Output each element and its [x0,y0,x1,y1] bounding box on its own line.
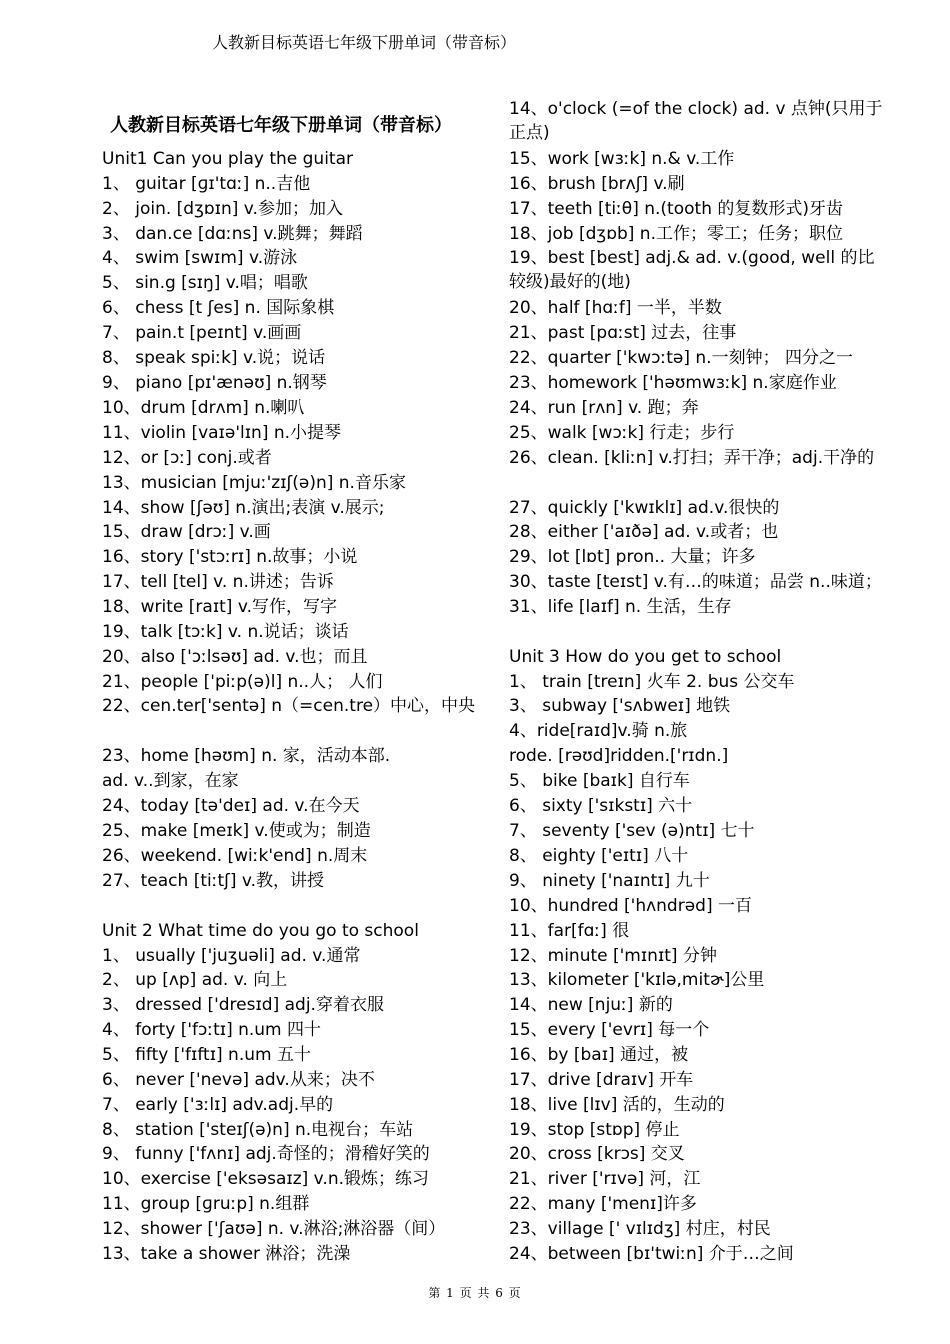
vocab-entry: 5、 bike [baɪk] 自行车 [509,771,690,791]
vocab-entry: 21、river ['rɪvə] 河，江 [509,1169,701,1189]
vocab-entry: 19、talk [tɔːk] v. n.说话；谈话 [102,622,349,642]
vocab-entry: 10、drum [drʌm] n.喇叭 [102,398,305,418]
vocab-entry: 19、best [best] adj.& ad. v.(good, well 的比较级)最好的(地) [509,248,875,292]
vocab-entry: 27、quickly ['kwɪklɪ] ad.v.很快的 [509,498,780,518]
vocab-entry: 12、shower ['ʃaʊə] n. v.淋浴;淋浴器（间） [102,1219,446,1239]
vocab-entry: 17、teeth [tiːθ] n.(tooth 的复数形式)牙齿 [509,199,843,219]
vocab-entry: 15、draw [drɔː] v.画 [102,522,271,542]
vocab-entry: 1、 guitar [ɡɪ'tɑː] n..吉他 [102,174,311,194]
vocab-entry: 22、cen.ter['sentə] n（=cen.tre）中心，中央 [102,696,476,716]
vocab-entry: 8、 speak spiːk] v.说；说话 [102,348,326,368]
unit-heading: Unit1 Can you play the guitar [102,149,353,169]
vocab-entry: 17、drive [draɪv] 开车 [509,1070,694,1090]
vocab-entry: 10、exercise ['eksəsaɪz] v.n.锻炼；练习 [102,1169,429,1189]
vocab-entry: 12、minute ['mɪnɪt] 分钟 [509,946,717,966]
vocab-entry: 2、 up [ʌp] ad. v. 向上 [102,970,288,990]
vocab-entry: 14、new [njuː] 新的 [509,995,673,1015]
vocab-entry: 5、 sin.g [sɪŋ] v.唱；唱歌 [102,273,308,293]
vocab-entry: 9、 funny ['fʌnɪ] adj.奇怪的；滑稽好笑的 [102,1144,430,1164]
vocab-entry: 7、 pain.t [peɪnt] v.画画 [102,323,302,343]
vocab-entry: 20、also ['ɔːlsəʊ] ad. v.也；而且 [102,647,368,667]
vocab-entry: 19、stop [stɒp] 停止 [509,1120,680,1140]
vocab-entry: 3、 dan.ce [dɑːns] v.跳舞；舞蹈 [102,224,363,244]
vocab-entry: 27、teach [tiːtʃ] v.教，讲授 [102,871,325,891]
vocab-entry: 8、 eighty ['eɪtɪ] 八十 [509,846,689,866]
document-title: 人教新目标英语七年级下册单词（带音标） [110,115,452,136]
running-header: 人教新目标英语七年级下册单词（带音标） [212,33,517,52]
vocab-entry: 11、group [ɡruːp] n.组群 [102,1194,310,1214]
vocab-entry: 3、 subway ['sʌbweɪ] 地铁 [509,696,731,716]
vocab-entry: 18、live [lɪv] 活的，生动的 [509,1095,725,1115]
vocab-entry-continued: ad. v..到家，在家 [102,771,239,791]
vocab-entry: 21、people ['piːp(ə)l] n..人； 人们 [102,672,383,692]
vocab-entry: 6、 sixty ['sɪkstɪ] 六十 [509,796,693,816]
unit-heading: Unit 3 How do you get to school [509,647,782,667]
vocab-entry: 20、cross [krɔs] 交叉 [509,1144,685,1164]
vocab-entry: 23、village [' vɪlɪdʒ] 村庄，村民 [509,1219,771,1239]
unit-heading: Unit 2 What time do you go to school [102,921,419,941]
vocab-entry: 24、between [bɪ'twiːn] 介于…之间 [509,1244,794,1264]
vocab-entry: 16、by [baɪ] 通过，被 [509,1045,689,1065]
vocab-entry: 30、taste [teɪst] v.有…的味道；品尝 n..味道； [509,572,882,592]
vocab-entry: 2、 join. [dʒɒɪn] v.参加；加入 [102,199,343,219]
vocab-entry: 13、take a shower 淋浴；洗澡 [102,1244,351,1264]
vocab-entry: 23、homework ['həʊmwɜːk] n.家庭作业 [509,373,837,393]
vocab-entry: 4、ride[raɪd]v.骑 n.旅 [509,721,688,741]
vocab-entry: 25、walk [wɔːk] 行走；步行 [509,423,735,443]
vocab-entry: 11、violin [vaɪə'lɪn] n.小提琴 [102,423,342,443]
vocab-entry: 25、make [meɪk] v.使或为；制造 [102,821,371,841]
vocab-entry: 21、past [pɑːst] 过去，往事 [509,323,737,343]
vocab-entry: 24、run [rʌn] v. 跑；奔 [509,398,699,418]
vocab-entry: 24、today [tə'deɪ] ad. v.在今天 [102,796,360,816]
vocab-entry: 8、 station ['steɪʃ(ə)n] n.电视台；车站 [102,1120,414,1140]
vocab-entry: 22、many ['menɪ]许多 [509,1194,697,1214]
vocab-entry: 4、 forty ['fɔːtɪ] n.um 四十 [102,1020,322,1040]
vocab-entry: 3、 dressed ['dresɪd] adj.穿着衣服 [102,995,384,1015]
vocab-entry: 9、 ninety ['naɪntɪ] 九十 [509,871,710,891]
vocab-entry: 4、 swim [swɪm] v.游泳 [102,248,298,268]
vocab-entry: 17、tell [tel] v. n.讲述；告诉 [102,572,334,592]
vocab-entry: 18、write [raɪt] v.写作，写字 [102,597,337,617]
vocab-entry: 20、half [hɑːf] 一半，半数 [509,298,722,318]
vocab-entry: 16、brush [brʌʃ] v.刷 [509,174,685,194]
vocab-entry: 31、life [laɪf] n. 生活，生存 [509,597,732,617]
vocab-entry-continued: rode. [rəʊd]ridden.['rɪdn.] [509,746,729,766]
vocab-entry: 6、 never ['nevə] adv.从来；决不 [102,1070,375,1090]
vocab-entry: 15、work [wɜːk] n.& v.工作 [509,149,735,169]
vocab-entry: 9、 piano [pɪ'ænəʊ] n.钢琴 [102,373,327,393]
vocab-entry: 7、 early ['ɜːlɪ] adv.adj.早的 [102,1095,334,1115]
vocab-entry: 15、every ['evrɪ] 每一个 [509,1020,710,1040]
vocab-entry: 26、weekend. [wiːk'end] n.周末 [102,846,368,866]
vocab-entry: 22、quarter ['kwɔːtə] n.一刻钟； 四分之一 [509,348,853,368]
vocab-entry: 26、clean. [kliːn] v.打扫；弄干净；adj.干净的 [509,448,875,468]
vocab-entry: 6、 chess [t ʃes] n. 国际象棋 [102,298,335,318]
vocab-entry: 10、hundred ['hʌndrəd] 一百 [509,896,752,916]
vocab-entry: 29、lot [lɒt] pron.. 大量；许多 [509,547,756,567]
vocab-entry: 14、show [ʃəʊ] n.演出;表演 v.展示; [102,498,385,518]
vocab-entry: 7、 seventy ['sev (ə)ntɪ] 七十 [509,821,755,841]
vocab-entry: 18、job [dʒɒb] n.工作；零工；任务；职位 [509,224,843,244]
vocab-entry: 11、far[fɑː] 很 [509,921,630,941]
page-footer: 第 1 页 共 6 页 [428,1286,522,1300]
vocab-entry: 14、o'clock (=of the clock) ad. v 点钟(只用于正点) [509,99,883,143]
vocab-entry: 12、or [ɔː] conj.或者 [102,448,272,468]
vocab-entry: 1、 train [treɪn] 火车 2. bus 公交车 [509,672,795,692]
vocab-entry: 13、kilometer ['kɪlə,mitɚ]公里 [509,970,765,990]
vocab-entry: 13、musician [mjuː'zɪʃ(ə)n] n.音乐家 [102,473,406,493]
vocab-entry: 1、 usually ['juʒuəli] ad. v.通常 [102,946,361,966]
vocab-entry: 23、home [həʊm] n. 家，活动本部. [102,746,391,766]
vocab-entry: 5、 fifty ['fɪftɪ] n.um 五十 [102,1045,311,1065]
vocab-entry: 28、either ['aɪðə] ad. v.或者；也 [509,522,779,542]
vocab-entry: 16、story ['stɔːrɪ] n.故事；小说 [102,547,358,567]
